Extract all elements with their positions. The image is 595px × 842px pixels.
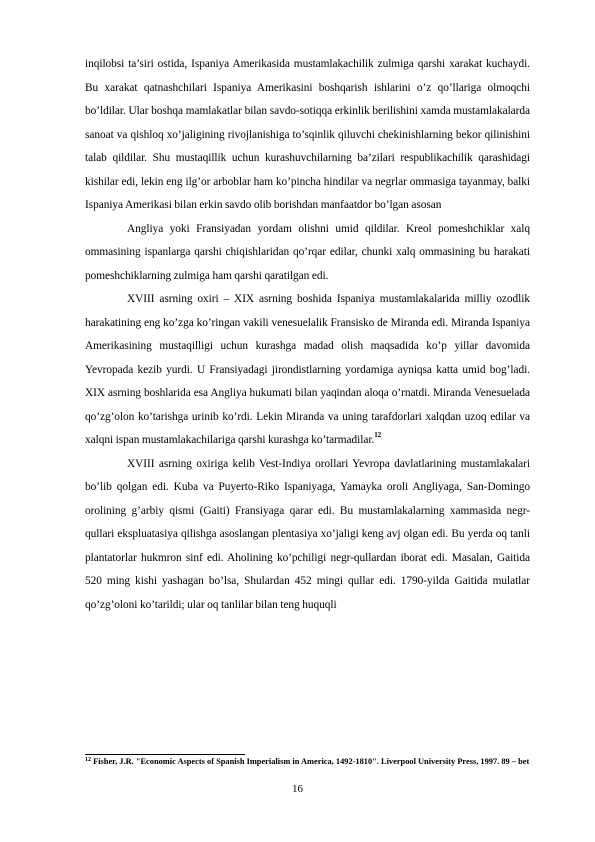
paragraph-3 bbox=[85, 288, 530, 453]
footnote-separator bbox=[85, 754, 245, 755]
page-body bbox=[85, 53, 530, 617]
paragraph-4 bbox=[85, 453, 530, 618]
footnote-number: 12 bbox=[85, 757, 91, 763]
footnote-reference[interactable]: 12 bbox=[374, 431, 382, 439]
paragraph-3-text: XVIII asrning oxiri – XIX asrning boshida Ispaniya mustamlakalarida milliy ozodlik harakatining eng ko’zga ko’ringan vakili venesuelalik Fransisko de Miranda edi. Miranda Ispaniya Amerikasining mustaqilligi uchun kurashga madad olish maqsadida ko’p yillar davomida Yevropada kezib yurdi. U Fransiyadagi jirondistlarning yordamiga ayniqsa katta umid bog’ladi. XIX asrning boshlarida esa Angliya hukumati bilan yaqindan aloqa o’rnatdi. Miranda Venesuelada qo’zg’olon ko’tarishga urinib ko’rdi. Lekin Miranda va uning tarafdorlari xalqdan uzoq edilar va xalqni ispan mustamlakachilariga qarshi kurashga ko’tarmadilar. bbox=[85, 293, 530, 446]
paragraph-1 bbox=[85, 53, 530, 218]
footnote bbox=[85, 756, 530, 767]
paragraph-4-text: XVIII asrning oxiriga kelib Vest-Indiya orollari Yevropa davlatlarining mustamlakalari bo’lib qolgan edi. Kuba va Puyerto-Riko Ispaniyaga, Yamayka oroli Angliyaga, San-Domingo orolining g’arbiy qismi (Gaiti) Fransiyaga qarar edi. Bu mustamlakalarning xammasida negr-qullari ekspluatasiya qilishga asoslangan plentasiya xo’jaligi keng avj olgan edi. Bu yerda oq tanli plantatorlar hukmron sinf edi. Aholining ko’pchiligi negr-qullardan iborat edi. Masalan, Gaitida 520 ming kishi yashagan bo’lsa, Shulardan 452 mingi qullar edi. 1790-yilda Gaitida mulatlar qo’zg’oloni ko’tarildi; ular oq tanlilar bilan teng huquqli bbox=[85, 457, 530, 611]
paragraph-2 bbox=[85, 218, 530, 289]
paragraph-1-text: inqilobsi ta’siri ostida, Ispaniya Amerikasida mustamlakachilik zulmiga qarshi xarakat kuchaydi. Bu xarakat qatnashchilari Ispaniya Amerikasini boshqarish ishlarini o’z qo’llariga olmoqchi bo’ldilar. Ular boshqa mamlakatlar bilan savdo-sotiqqa erkinlik berilishini xamda mustamlakalarda sanoat va qishloq xo’jaligining rivojlanishiga to’sqinlik qiluvchi chekinishlarning bekor qilinishini talab qildilar. Shu mustaqillik uchun kurashuvchilarning ba’zilari respublikachilik qarashidagi kishilar edi, lekin eng ilg’or arboblar ham ko’pincha hindilar va negrlar ommasiga tayanmay, balki Ispaniya Amerikasi bilan erkin savdo olib borishdan manfaatdor bo’lgan asosan bbox=[85, 58, 530, 211]
footnote-text: Fisher, J.R. "Economic Aspects of Spanish Imperialism in America, 1492-1810". Liverpool University Press, 1997. 89 – bet bbox=[93, 757, 530, 766]
paragraph-2-text: Angliya yoki Fransiyadan yordam olishni umid qildilar. Kreol pomeshchiklar xalq ommasining ispanlarga qarshi chiqishlaridan qo’rqar edilar, chunki xalq ommasining bu harakati pomeshchiklarning zulmiga ham qarshi qaratilgan edi. bbox=[85, 222, 530, 282]
page-number: 16 bbox=[292, 783, 303, 795]
